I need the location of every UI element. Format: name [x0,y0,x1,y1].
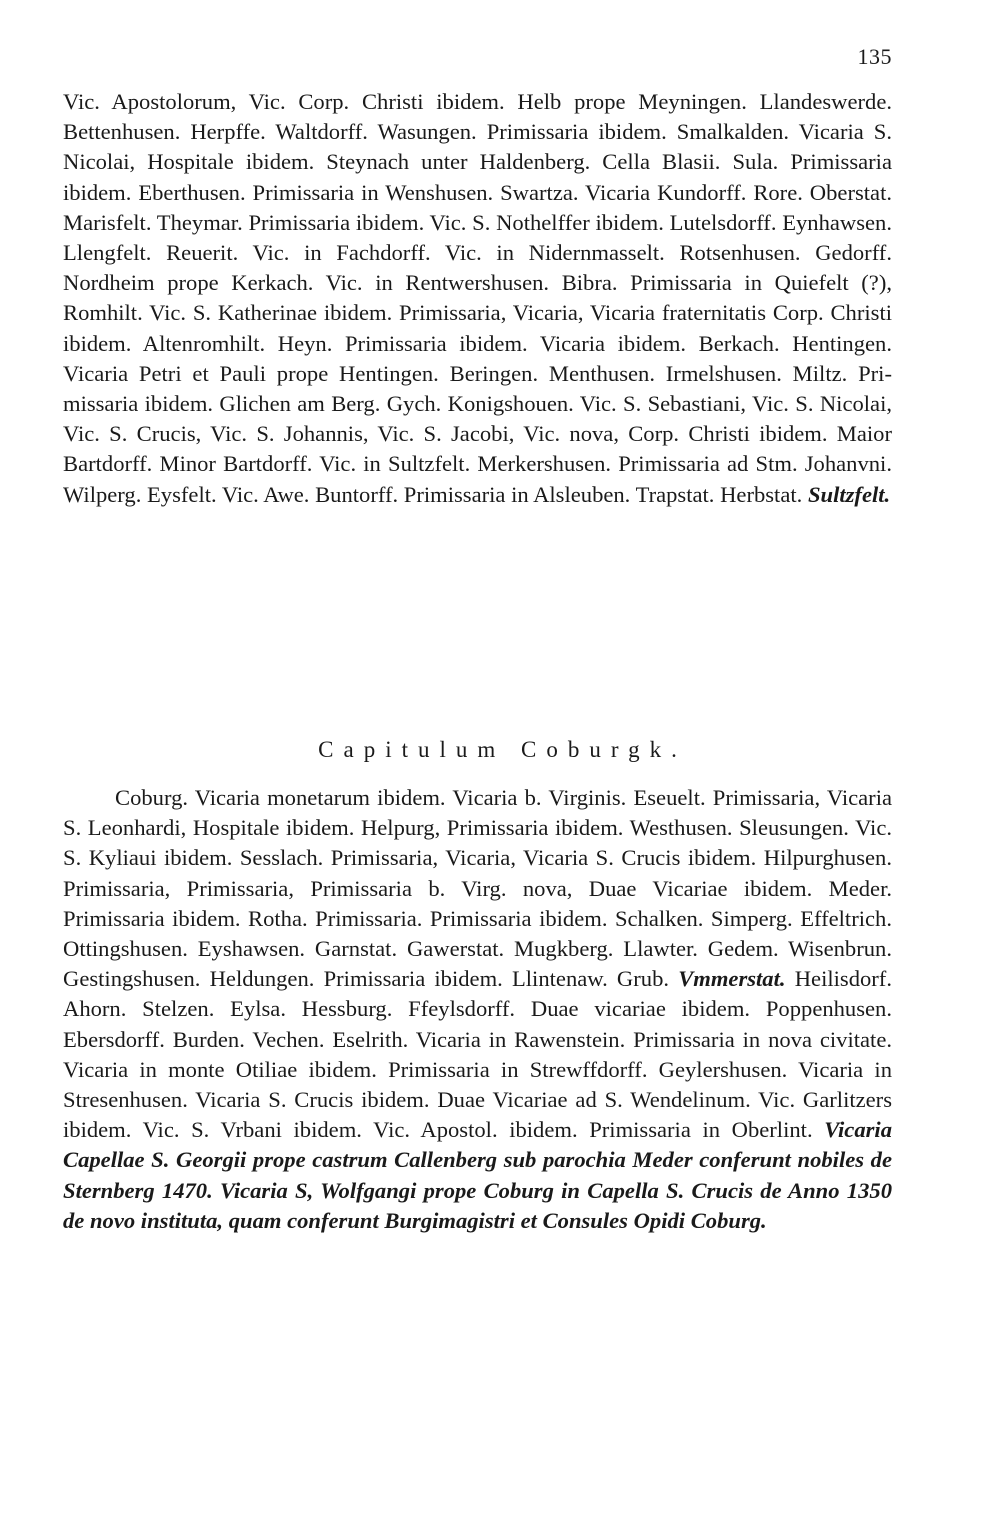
paragraph-text-continued: Heilisdorf. Ahorn. Stelzen. Eylsa. Hessburg. Ffeylsdorff. Duae vicariae ibidem. Poppenhusen. Ebersdorff. Burden. Vechen. Eselrith. Vicaria in Rawenstein. Primissaria in nova civitate. Vicaria in monte Otiliae ibidem. Primissaria in Strewffdorff. Geylershusen. Vicaria in Stresenhusen. Vicaria S. Crucis ibidem. Duae Vicariae ad S. Wendelinum. Vic. Garlitzers ibidem. Vic. S. Vrbani ibidem. Vic. Apostol. ibidem. Primissaria in Oberlint. [63,966,892,1143]
paragraph-coburg-list [63,783,892,1236]
italic-note: Vicaria Capellae S. Georgii prope castrum Callenberg sub parochia Meder conferunt nobiles de Sternberg 1470. Vicaria S, Wolfgangi prope Coburg in Capella S. Crucis de Anno 1350 de novo instituta, quam conferunt Burgimagistri et Consules Opidi Coburg. [63,1117,892,1233]
italic-note: Sultzfelt. [807,481,891,507]
paragraph-text: Vic. Apostolorum, Vic. Corp. Christi ibidem. Helb prope Meyningen. Llandeswerde. Bettenhusen. Herpffe. Waltdorff. Wasungen. Primissaria ibidem. Smalkalden. Vicaria S. Nicolai, Hospitale ibidem. Steynach unter Haldenberg. Cella Blasii. Sula. Primissaria ibidem. Eberthusen. Primissaria in Wenshusen. Swartza. Vicaria Kundorff. Rore. Oberstat. Marisfelt. Theymar. Primissaria ibidem. Vic. S. Nothelffer ibidem. Lutelsdorff. Eynhawsen. Llengfelt. Reuerit. Vic. in Fachdorff. Vic. in Nidernmasselt. Rotsenhusen. Gedorff. Nordheim prope Kerkach. Vic. in Rentwershusen. Bibra. Primissaria in Quiefelt (?), Romhilt. Vic. S. Katherinae ibidem. Primissaria, Vicaria, Vicaria fraternitatis Corp. Christi ibidem. Altenromhilt. Heyn. Primissaria ibidem. Vicaria ibidem. Berkach. Hentingen. Vicaria Petri et Pauli prope Hentingen. Beringen. Menthusen. Irmelshusen. Miltz. Primissaria ibidem. Glichen am Berg. Gych. Konigshouen. Vic. S. Sebastiani, Vic. S. Nicolai, Vic. S. Crucis, Vic. S. Johannis, Vic. S. Jacobi, Vic. nova, Corp. Christi ibidem. Maior Bartdorff. Minor Bartdorff. Vic. in Sultzfelt. Merkershusen. Primissaria ad Stm. Johanvni. Wilperg. Eysfelt. Vic. Awe. Buntorff. Primissaria in Alsleuben. Trapstat. Herbstat. [63,89,892,507]
paragraph-vicariae-list [63,87,892,510]
paragraph-text: Coburg. Vicaria monetarum ibidem. Vicaria b. Virginis. Eseuelt. Primissaria, Vicaria S. Leonhardi, Hospitale ibidem. Helpurg, Primissaria ibidem. Westhusen. Sleusungen. Vic. S. Kyliaui ibidem. Sesslach. Primissaria, Vicaria, Vicaria S. Crucis ibidem. Hilpurghusen. Primissaria, Primissaria, Primissaria b. Virg. nova, Duae Vicariae ibidem. Meder. Primissaria ibidem. Rotha. Primissaria. Primissaria ibidem. Schalken. Simperg. Effeltrich. Ottingshusen. Eyshawsen. Garnstat. Gawerstat. Mugkberg. Llawter. Gedem. Wisenbrun. Gestingshusen. Heldungen. Primissaria ibidem. Llintenaw. Grub. [63,785,892,992]
italic-placename: Vmmerstat. [678,966,786,992]
page-number: 135 [857,44,892,69]
section-heading: Capitulum Coburgk. [318,737,687,762]
